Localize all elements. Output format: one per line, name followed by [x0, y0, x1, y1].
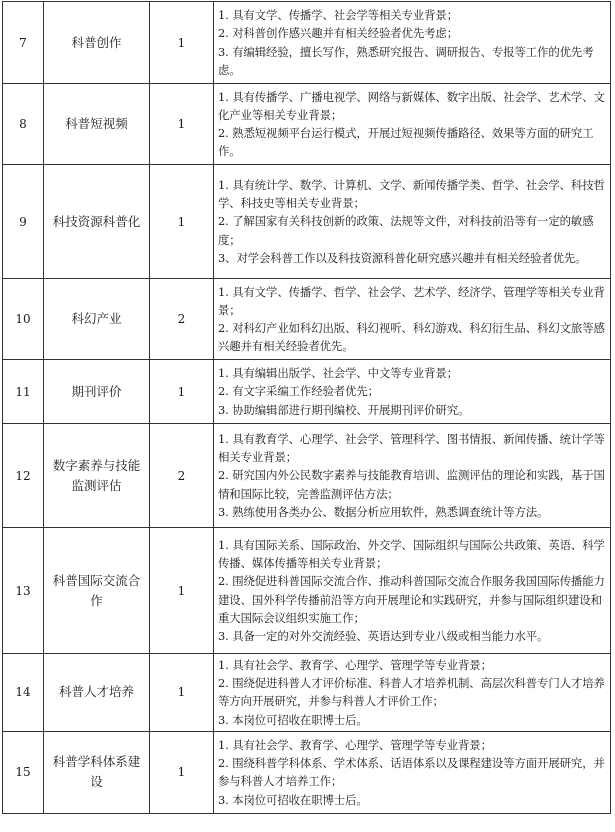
requirement-item: 2. 对科普创作感兴趣并有相关经验者优先考虑； [218, 26, 459, 41]
requirement-item: 2. 研究国内外公民数字素养与技能教育培训、监测评估的理论和实践，基于国情和国际比较，完善监测评估方法； [218, 468, 605, 501]
row-number: 12 [3, 424, 44, 528]
requirement-item: 1. 具有文学、传播学、哲学、社会学、艺术学、经济学、管理学等相关专业背景； [218, 284, 605, 317]
headcount: 1 [150, 528, 214, 654]
headcount: 1 [150, 654, 214, 732]
requirement-item: 3. 本岗位可招收在职博士后。 [218, 712, 368, 727]
positions-table-body [3, 2, 611, 814]
requirements [214, 654, 611, 732]
headcount: 1 [150, 84, 214, 165]
position-name: 科技资源科普化 [44, 165, 150, 279]
table-row [3, 84, 611, 165]
row-number: 10 [3, 279, 44, 360]
requirement-item: 1. 具有社会学、教育学、心理学、管理学等专业背景； [218, 737, 492, 752]
row-number: 15 [3, 731, 44, 813]
headcount: 2 [150, 424, 214, 528]
position-name: 科幻产业 [44, 279, 150, 360]
requirement-item: 2. 了解国家有关科技创新的政策、法规等文件，对科技前沿等有一定的敏感度； [218, 214, 594, 247]
requirements [214, 165, 611, 279]
row-number: 9 [3, 165, 44, 279]
table-row [3, 165, 611, 279]
table-row [3, 424, 611, 528]
table-row [3, 360, 611, 424]
requirements [214, 84, 611, 165]
requirement-item: 3. 熟练使用各类办公、数据分析应用软件，熟悉调查统计等方法。 [218, 504, 549, 519]
requirement-item: 1. 具有文学、传播学、社会学等相关专业背景； [218, 8, 459, 23]
requirement-item: 3. 本岗位可招收在职博士后。 [218, 792, 368, 807]
requirement-item: 3. 协助编辑部进行期刊编校、开展期刊评价研究。 [218, 402, 470, 417]
requirement-item: 2. 熟悉短视频平台运行模式，开展过短视频传播路径、效果等方面的研究工作。 [218, 126, 594, 159]
headcount: 2 [150, 279, 214, 360]
requirement-item: 3、对学会科普工作以及科技资源科普化研究感兴趣并有相关经验者优先。 [218, 250, 587, 265]
requirement-item: 2. 围绕科普学科体系、学术体系、话语体系以及课程建设等方面开展研究，并参与科普人才培养工作； [218, 756, 605, 789]
headcount: 1 [150, 731, 214, 813]
table-row [3, 279, 611, 360]
requirement-item: 2. 围绕促进科普国际交流合作、推动科普国际交流合作服务我国国际传播能力建设、国外科学传播前沿等方向开展理论和实践研究，并参与国际组织建设和重大国际会议组织实施工作； [218, 574, 605, 625]
requirements [214, 279, 611, 360]
requirements [214, 731, 611, 813]
requirement-item: 1. 具有国际关系、国际政治、外交学、国际组织与国际公共政策、英语、科学传播、媒体传播等相关专业背景； [218, 537, 605, 571]
requirements [214, 360, 611, 424]
requirement-item: 1. 具有编辑出版学、社会学、中文等专业背景； [218, 366, 459, 381]
position-name: 科普学科体系建设 [44, 731, 150, 813]
table-row [3, 2, 611, 84]
table-row [3, 528, 611, 654]
position-name: 科普短视频 [44, 84, 150, 165]
row-number: 13 [3, 528, 44, 654]
headcount: 1 [150, 2, 214, 84]
headcount: 1 [150, 360, 214, 424]
requirement-item: 1. 具有传播学、广播电视学、网络与新媒体、数字出版、社会学、艺术学、文化产业等相关专业背景； [218, 89, 605, 122]
row-number: 8 [3, 84, 44, 165]
requirement-item: 2. 对科幻产业如科幻出版、科幻视听、科幻游戏、科幻衍生品、科幻文旅等感兴趣并有相关经验者优先。 [218, 321, 605, 354]
position-name: 数字素养与技能监测评估 [44, 424, 150, 528]
requirements [214, 424, 611, 528]
headcount: 1 [150, 165, 214, 279]
position-name: 科普人才培养 [44, 654, 150, 732]
row-number: 14 [3, 654, 44, 732]
requirements [214, 528, 611, 654]
requirement-item: 1. 具有社会学、教育学、心理学、管理学等专业背景； [218, 658, 492, 672]
positions-table [2, 1, 611, 814]
requirement-item: 2. 有文字采编工作经验者优先； [218, 384, 379, 399]
requirement-item: 1. 具有统计学、数学、计算机、文学、新闻传播学类、哲学、社会学、科技哲学、科技史等相关专业背景； [218, 177, 605, 211]
requirement-item: 1. 具有教育学、心理学、社会学、管理科学、图书情报、新闻传播、统计学等相关专业背景； [218, 431, 605, 465]
table-row [3, 654, 611, 732]
table-row [3, 731, 611, 813]
row-number: 11 [3, 360, 44, 424]
row-number: 7 [3, 2, 44, 84]
requirement-item: 3. 有编辑经验，擅长写作，熟悉研究报告、调研报告、专报等工作的优先考虑。 [218, 44, 594, 77]
position-name: 科普创作 [44, 2, 150, 84]
requirement-item: 2. 围绕促进科普人才评价标准、科普人才培养机制、高层次科普专门人才培养等方向开展研究，并参与科普人才评价工作； [218, 676, 605, 709]
requirements [214, 2, 611, 84]
position-name: 科普国际交流合作 [44, 528, 150, 654]
position-name: 期刊评价 [44, 360, 150, 424]
requirement-item: 3. 具备一定的对外交流经验、英语达到专业八级或相当能力水平。 [218, 628, 549, 643]
